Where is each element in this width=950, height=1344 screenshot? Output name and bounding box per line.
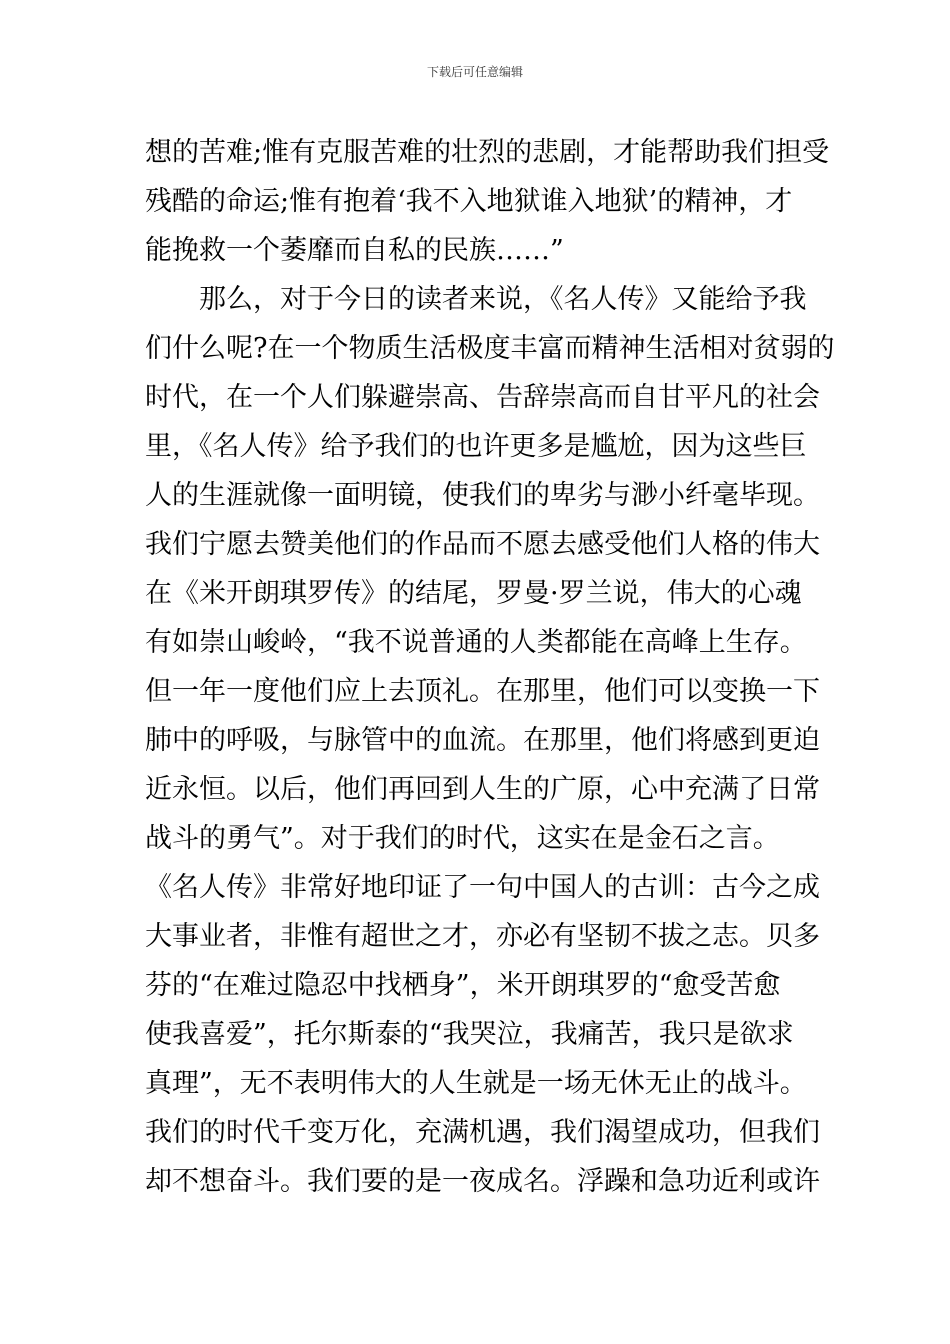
text-line: 肺中的呼吸，与脉管中的血流。在那里，他们将感到更迫 (145, 725, 820, 756)
text-line: 们什么呢?在一个物质生活极度丰富而精神生活相对贫弱的 (145, 333, 835, 364)
text-line: 使我喜爱”，托尔斯泰的“我哭泣，我痛苦，我只是欲求 (145, 1019, 794, 1050)
text-line: 我们的时代千变万化，充满机遇，我们渴望成功，但我们 (145, 1117, 820, 1148)
text-line: 时代，在一个人们躲避崇高、告辞崇高而自甘平凡的社会 (145, 382, 820, 413)
text-line: 却不想奋斗。我们要的是一夜成名。浮躁和急功近利或许 (145, 1166, 820, 1197)
text-line: 想的苦难;惟有克服苦难的壮烈的悲剧，才能帮助我们担受 (145, 137, 830, 168)
text-line: 《名人传》非常好地印证了一句中国人的古训：古今之成 (145, 872, 820, 903)
body-text (145, 128, 835, 1206)
text-line: 大事业者，非惟有超世之才，亦必有坚韧不拔之志。贝多 (145, 921, 820, 952)
text-line: 那么，对于今日的读者来说，《名人传》又能给予我 (145, 284, 807, 315)
text-line: 真理”，无不表明伟大的人生就是一场无休无止的战斗。 (145, 1068, 807, 1099)
text-line: 我们宁愿去赞美他们的作品而不愿去感受他们人格的伟大 (145, 529, 820, 560)
text-line: 里，《名人传》给予我们的也许更多是尴尬，因为这些巨 (145, 431, 807, 462)
text-line: 但一年一度他们应上去顶礼。在那里，他们可以变换一下 (145, 676, 820, 707)
text-line: 人的生涯就像一面明镜，使我们的卑劣与渺小纤毫毕现。 (145, 480, 820, 511)
text-line: 战斗的勇气”。对于我们的时代，这实在是金石之言。 (145, 823, 780, 854)
text-line: 能挽救一个萎靡而自私的民族……” (145, 235, 564, 266)
text-line: 有如崇山峻岭，“我不说普通的人类都能在高峰上生存。 (145, 627, 807, 658)
page-header: 下载后可任意编辑 (426, 65, 523, 79)
text-line: 在《米开朗琪罗传》的结尾，罗曼·罗兰说，伟大的心魂 (145, 578, 802, 609)
text-line: 残酷的命运;惟有抱着‘我不入地狱谁入地狱’的精神，才 (145, 186, 793, 217)
text-line: 芬的“在难过隐忍中找栖身”，米开朗琪罗的“愈受苦愈 (145, 970, 781, 1001)
text-line: 近永恒。以后，他们再回到人生的广原，心中充满了日常 (145, 774, 820, 805)
